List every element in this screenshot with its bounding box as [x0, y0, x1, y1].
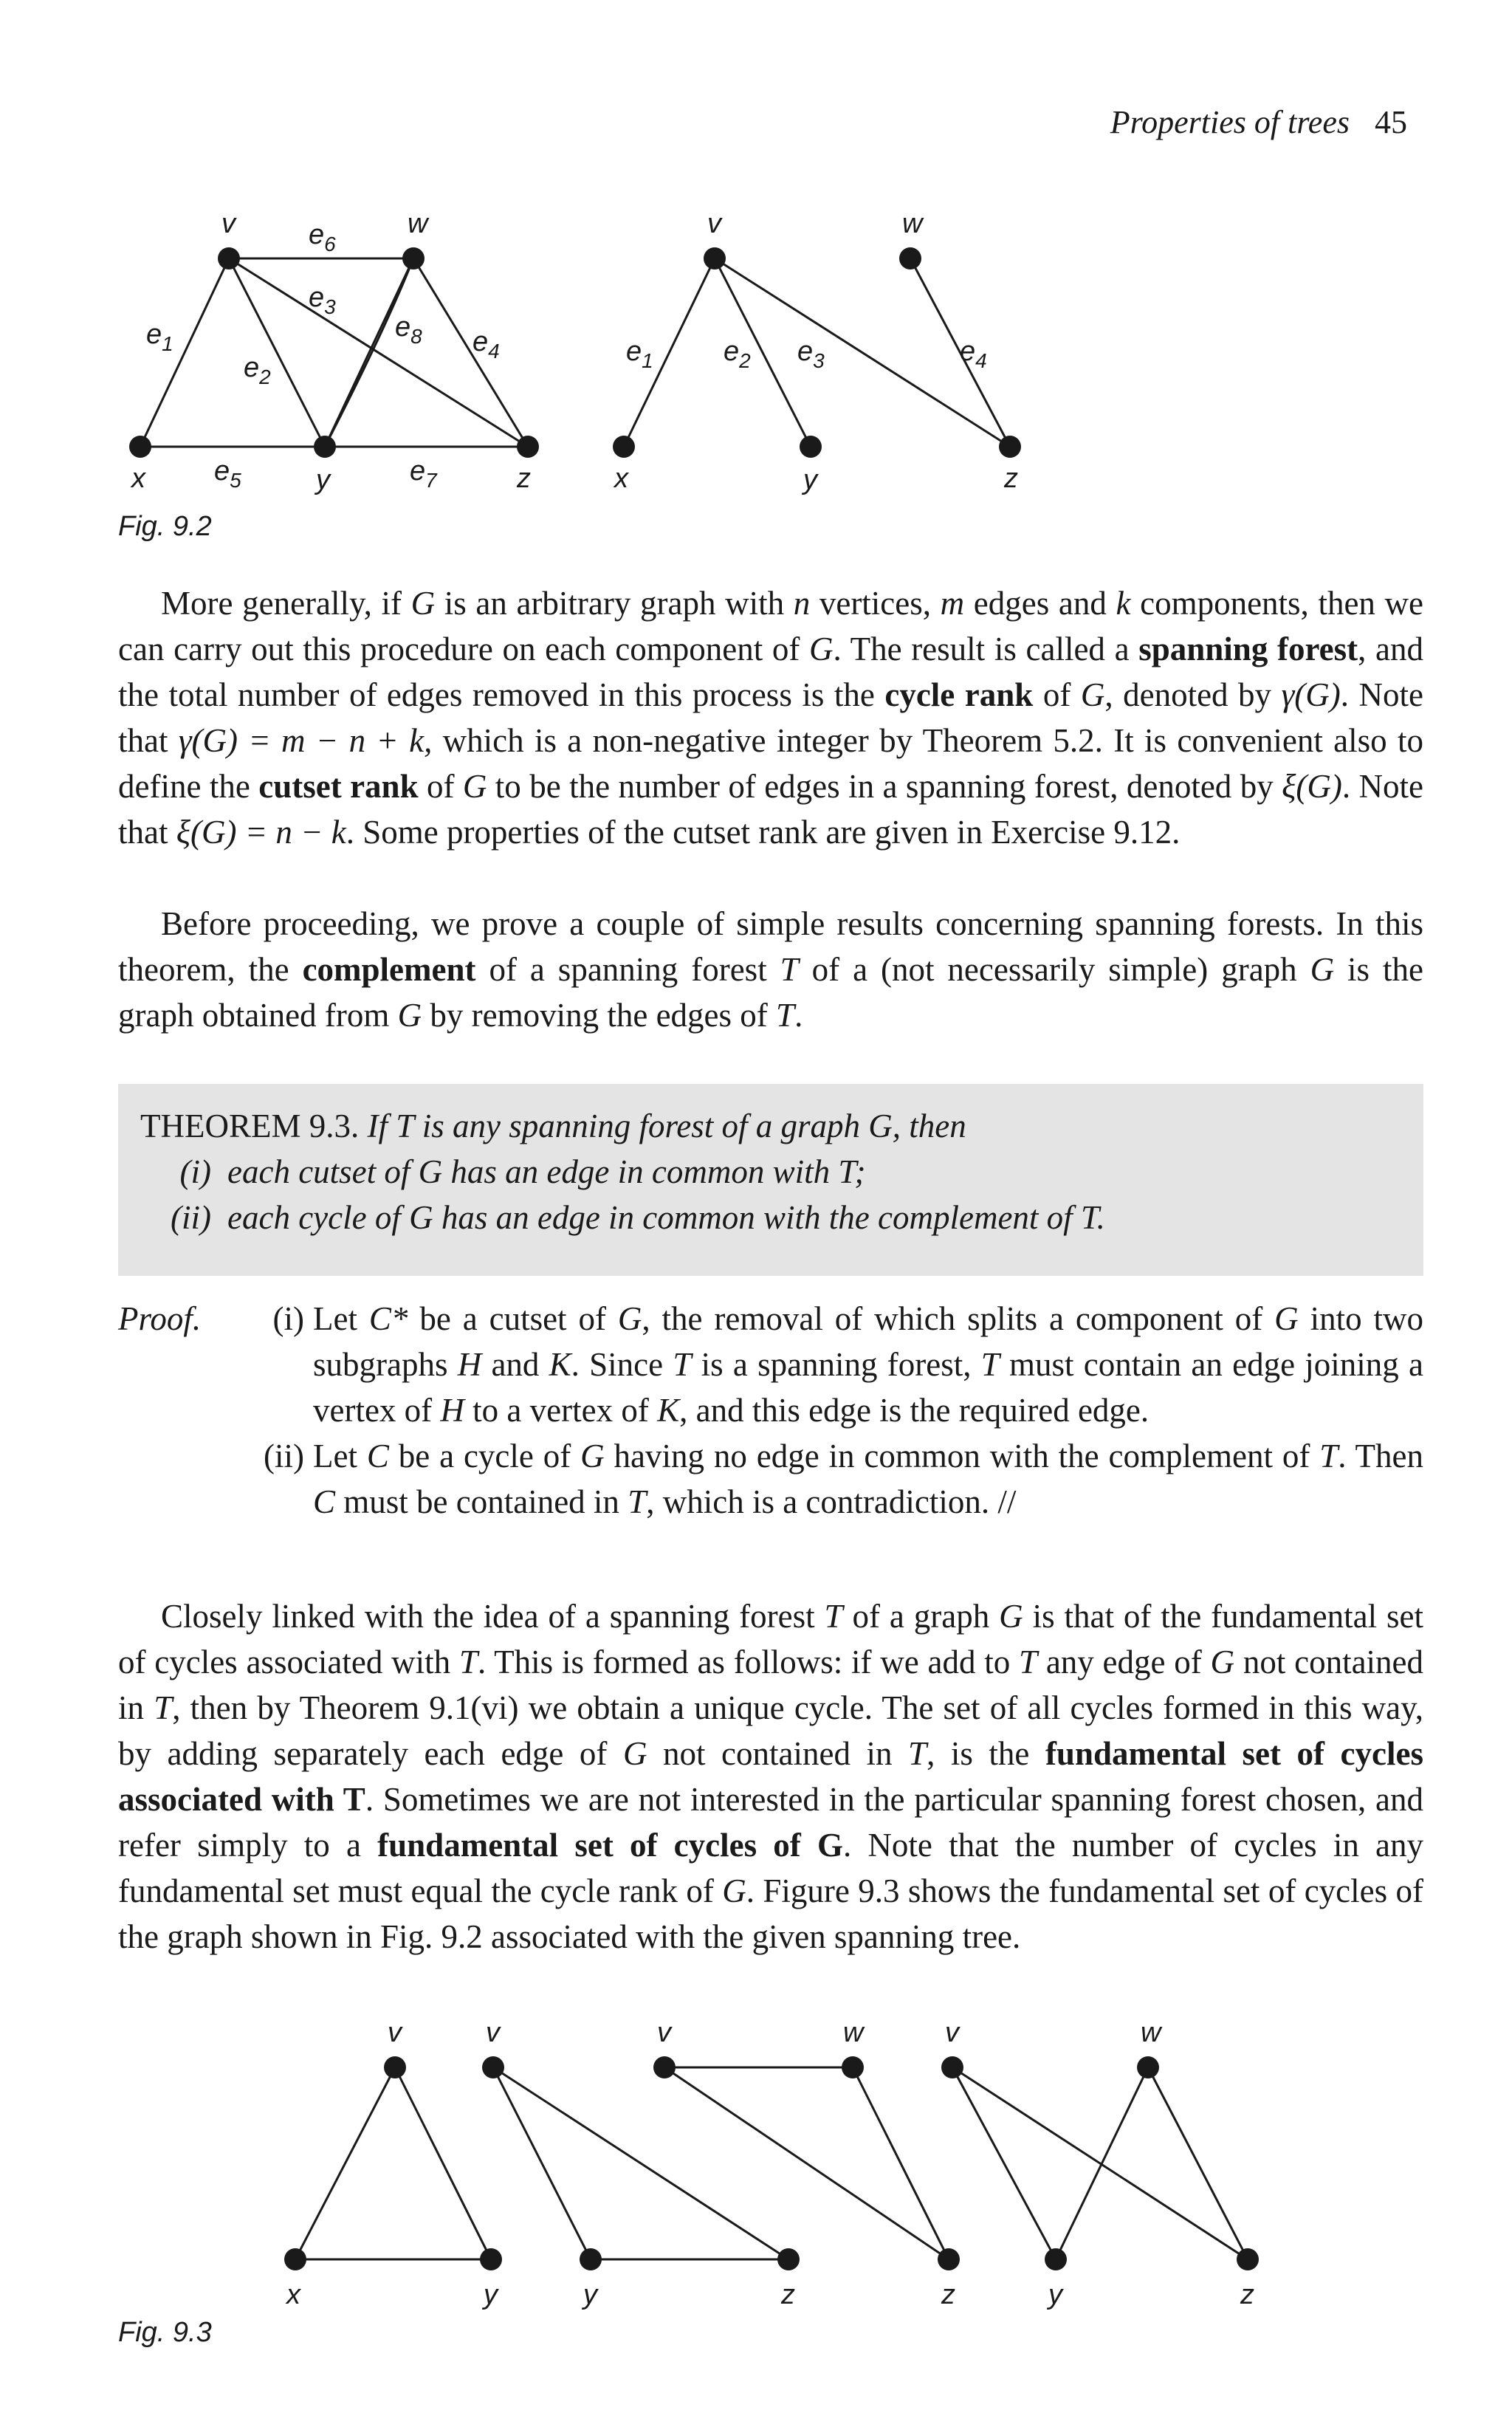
- theorem-item: (ii) each cycle of G has an edge in common with the complement of T.: [171, 1199, 1105, 1236]
- c4-label-w: w: [1141, 2017, 1161, 2048]
- proof-item-1: (i) Let C* be a cutset of G, the removal of which splits a component of G into two subgraphs H and K. Since T is a spanning forest, T must contain an edge joining a vertex of H to a vertex of K, and this edge is the required edge.: [272, 1300, 1424, 1429]
- c4-label-v: v: [945, 2017, 959, 2048]
- vertex-w: [402, 247, 425, 269]
- proof: [118, 1296, 1423, 1525]
- label-e5: $e_5$: [214, 456, 241, 492]
- figure-9-3-vertices: [284, 2056, 1259, 2270]
- label-z: z: [517, 463, 531, 494]
- c1-label-y: y: [484, 2279, 498, 2310]
- label-x: x: [131, 463, 145, 494]
- cycle-2-edges: [493, 2067, 788, 2259]
- label-e1: $e_1$: [146, 319, 173, 355]
- label-x: x: [614, 463, 628, 494]
- figure-9-2-caption: Fig. 9.2: [118, 511, 212, 542]
- proof-label: Proof.: [118, 1300, 202, 1337]
- paragraph-fundamental-cycles: Closely linked with the idea of a spanning forest T of a graph G is that of the fundamental set of cycles associated with T. This is formed as follows: if we add to T any edge of G not contained in T, then by Theorem 9.1(vi) we obtain a unique cycle. The set of all cycles formed in this way, by adding separately each edge of G not contained in T, is the fundamental set of cycles associated with T. Sometimes we are not interested in the particular spanning forest chosen, and refer simply to a fundamental set of cycles of G. Note that the number of cycles in any fundamental set must equal the cycle rank of G. Figure 9.3 shows the fundamental set of cycles of the graph shown in Fig. 9.2 associated with the given spanning tree.: [118, 1598, 1424, 1955]
- c1-label-v: v: [388, 2017, 402, 2048]
- theorem-9-3: [118, 1084, 1423, 1276]
- term-fundamental-set-associated: fundamental set of cycles associated with T: [118, 1735, 1423, 1818]
- label-e3: $e_3$: [797, 336, 825, 372]
- vertex-z: [999, 436, 1021, 458]
- label-w: w: [902, 208, 923, 239]
- theorem-item: (i) each cutset of G has an edge in common with T;: [179, 1153, 866, 1190]
- running-title: Properties of trees: [1110, 104, 1350, 140]
- c4-label-z: z: [1240, 2279, 1254, 2310]
- c2-label-y: y: [583, 2279, 597, 2310]
- edge-w-z: [413, 258, 528, 447]
- label-y: y: [316, 464, 330, 495]
- left-graph-edges: [140, 258, 528, 447]
- edge-x-v: [140, 258, 229, 447]
- paragraph-cycle-rank: More generally, if G is an arbitrary graph with n vertices, m edges and k components, then we can carry out this procedure on each component of G. The result is called a spanning forest, and the total number of edges removed in this process is the cycle rank of G, denoted by γ(G). Note that γ(G) = m − n + k, which is a non-negative integer by Theorem 5.2. It is convenient also to define the cutset rank of G to be the number of edges in a spanning forest, denoted by ξ(G). Note that ξ(G) = n − k. Some properties of the cutset rank are given in Exercise 9.12.: [118, 585, 1424, 851]
- label-z: z: [1004, 463, 1018, 494]
- label-e8: $e_8$: [395, 312, 422, 348]
- term-spanning-forest: spanning forest: [1138, 631, 1358, 667]
- term-cutset-rank: cutset rank: [258, 768, 419, 805]
- label-e2: $e_2$: [724, 336, 751, 372]
- vertex-v: [218, 247, 240, 269]
- label-e6: $e_6$: [309, 219, 336, 255]
- label-e4: $e_4$: [472, 326, 500, 363]
- c1-label-x: x: [286, 2279, 300, 2310]
- label-v: v: [221, 208, 236, 239]
- vertex-v: [704, 247, 726, 269]
- label-w: w: [408, 208, 428, 239]
- page-number: 45: [1375, 104, 1407, 140]
- figure-9-2: [0, 0, 1512, 532]
- figure-9-3-caption: Fig. 9.3: [118, 2317, 212, 2348]
- paragraph-complement: Before proceeding, we prove a couple of simple results concerning spanning forests. In this theorem, the complement of a spanning forest T of a (not necessarily simple) graph G is the graph obtained from G by removing the edges of T.: [118, 905, 1423, 1034]
- label-e4: $e_4$: [960, 336, 987, 372]
- vertex-y: [314, 436, 336, 458]
- theorem-label: THEOREM 9.3.: [140, 1108, 360, 1144]
- cycle-3-edges: [664, 2067, 949, 2259]
- term-complement: complement: [302, 951, 476, 988]
- cycle-4-edges: [952, 2067, 1248, 2259]
- label-v: v: [707, 208, 721, 239]
- label-e3: $e_3$: [309, 282, 336, 318]
- c2-label-v: v: [486, 2017, 500, 2048]
- vertex-x: [613, 436, 635, 458]
- label-e2: $e_2$: [244, 352, 271, 388]
- c3-label-w: w: [843, 2017, 864, 2048]
- vertex-x: [129, 436, 151, 458]
- vertex-z: [517, 436, 539, 458]
- term-cycle-rank: cycle rank: [884, 676, 1034, 713]
- proof-item-2: (ii) Let C be a cycle of G having no edge in common with the complement of T. Then C must be contained in T, which is a contradiction. //: [264, 1438, 1423, 1520]
- cycle-1-edges: [295, 2067, 491, 2259]
- c3-label-v: v: [657, 2017, 671, 2048]
- c2-label-z: z: [781, 2279, 795, 2310]
- figure-9-3: [0, 2008, 1512, 2392]
- c3-label-z: z: [941, 2279, 955, 2310]
- vertex-y: [800, 436, 822, 458]
- c4-label-y: y: [1048, 2279, 1062, 2310]
- term-fundamental-set-of-cycles: fundamental set of cycles of G: [377, 1827, 843, 1864]
- label-y: y: [803, 464, 817, 495]
- label-e1: $e_1$: [626, 336, 653, 372]
- theorem-statement: If T is any spanning forest of a graph G, then: [367, 1108, 966, 1144]
- label-e7: $e_7$: [410, 456, 437, 492]
- vertex-w: [899, 247, 921, 269]
